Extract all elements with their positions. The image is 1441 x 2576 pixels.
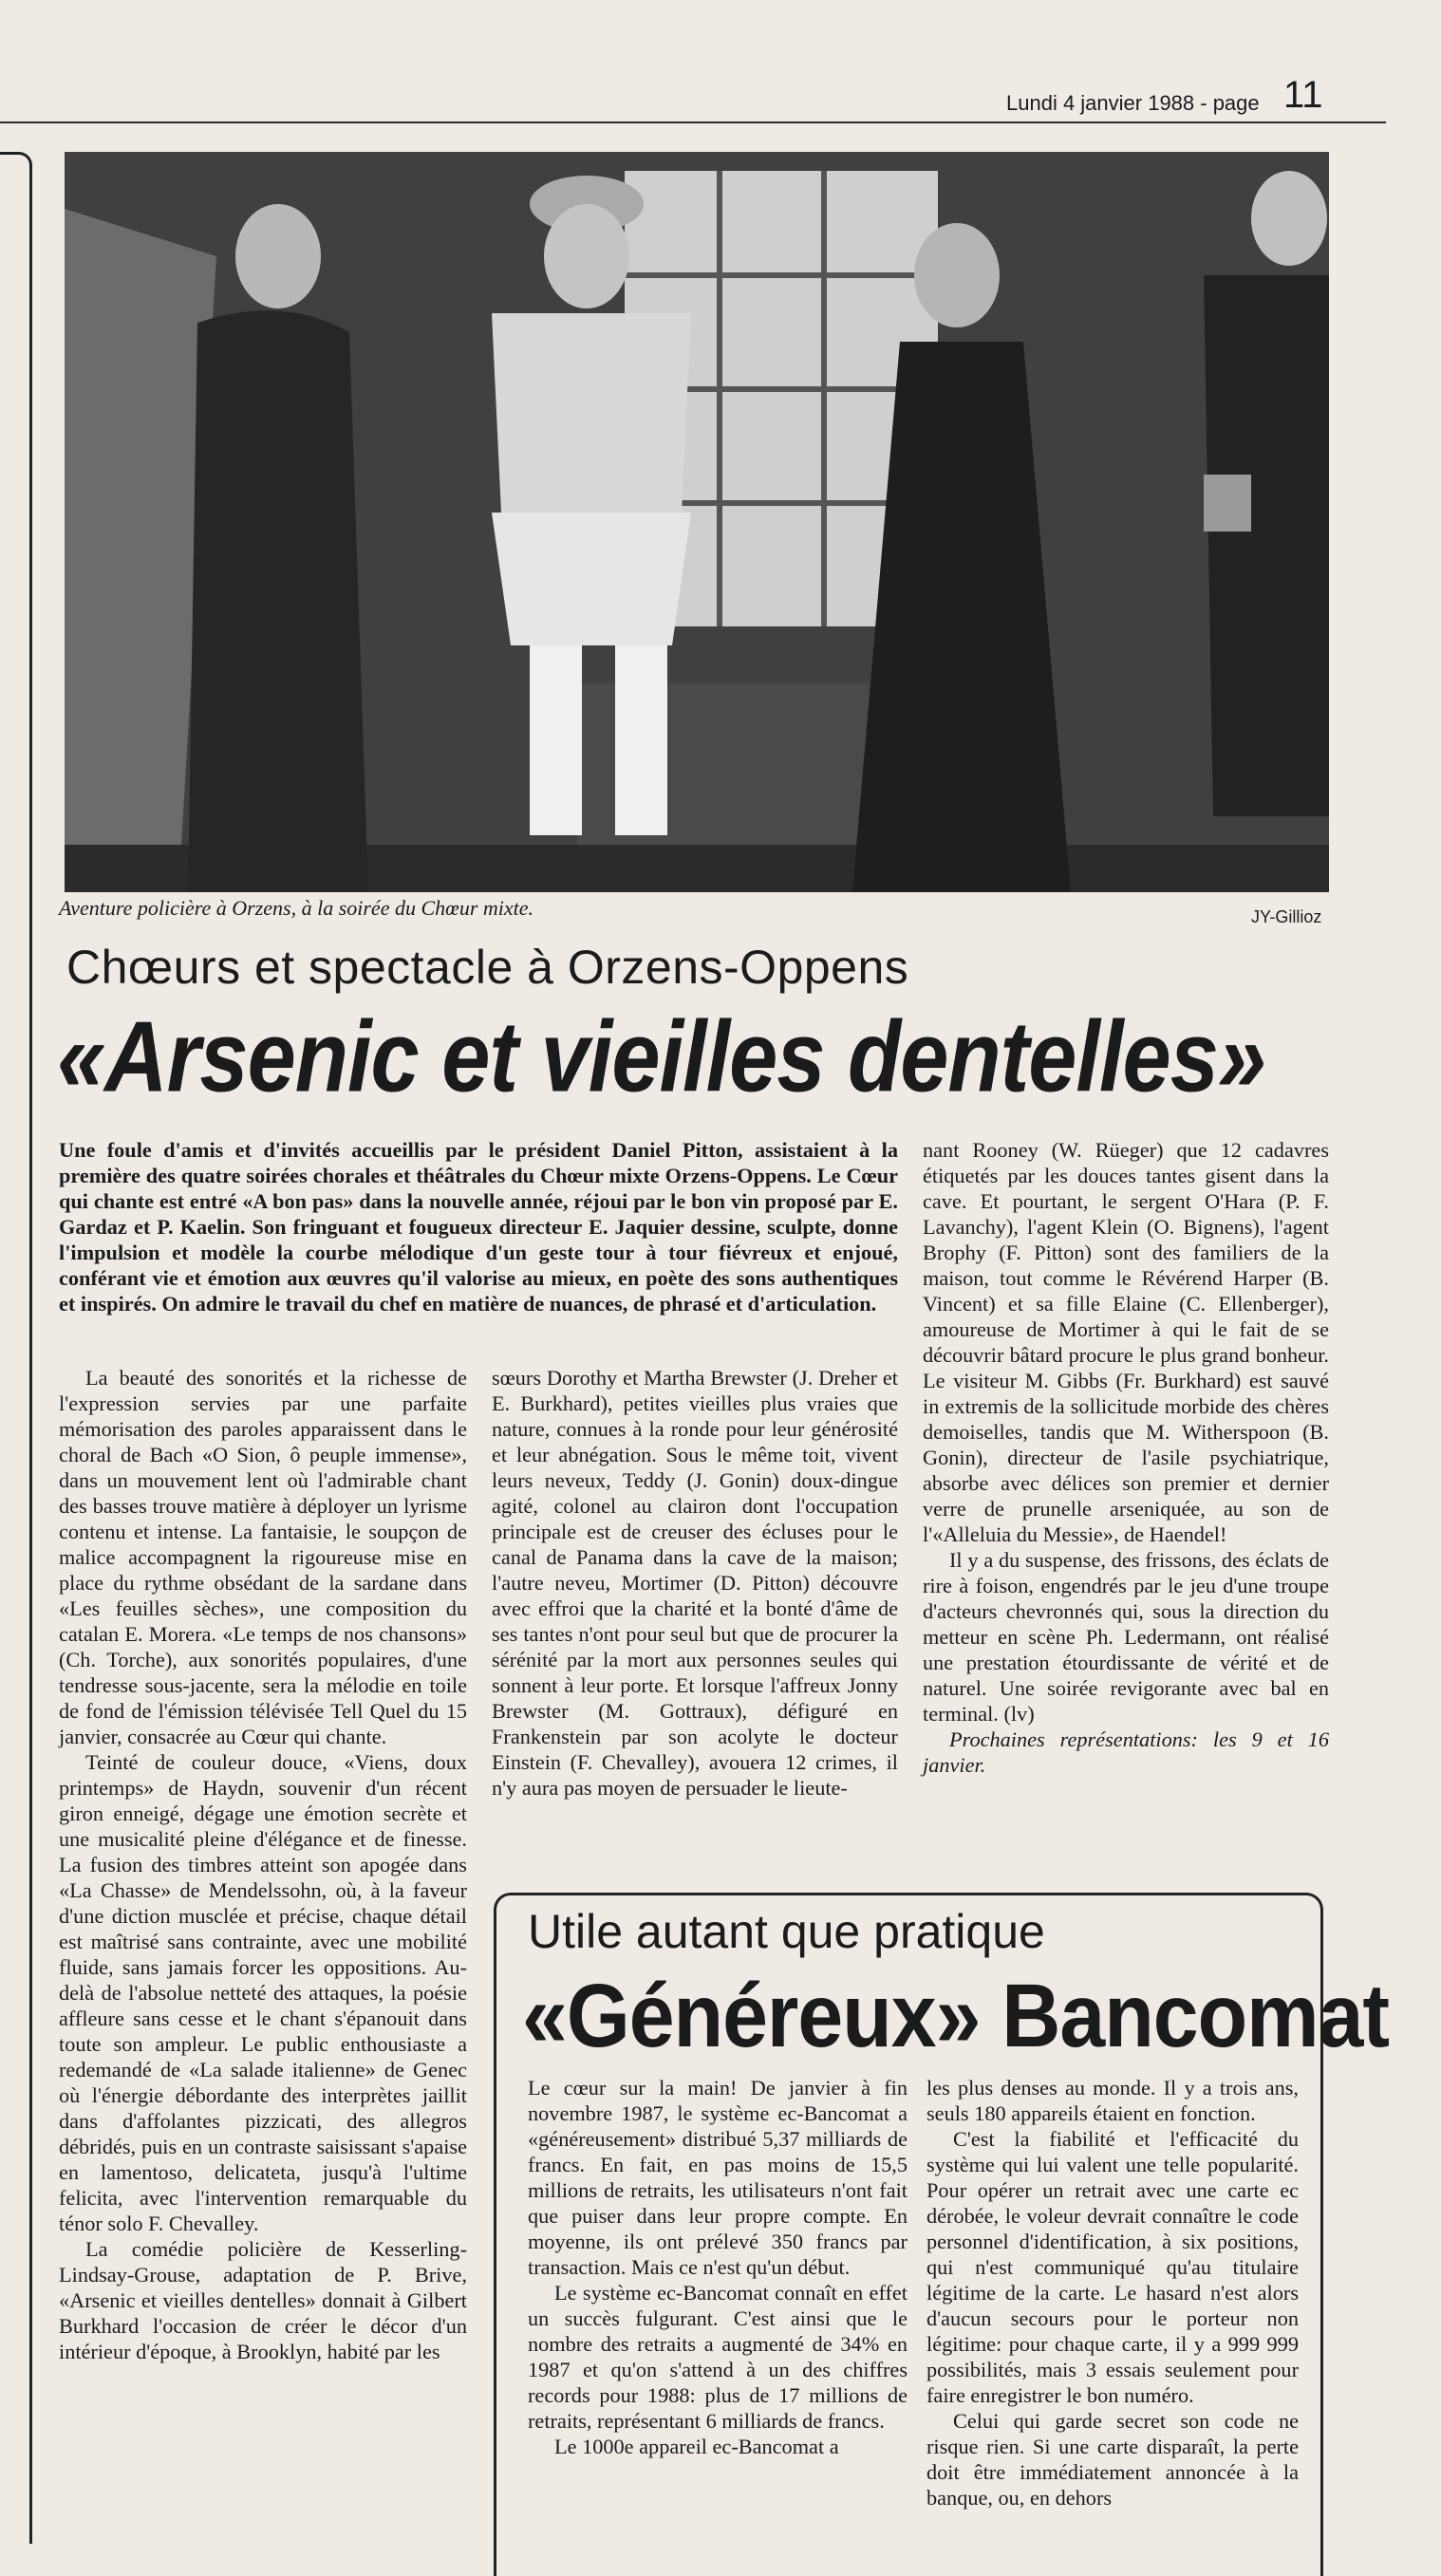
article-column-1	[59, 1365, 467, 2364]
box-headline: «Généreux» Bancomat	[522, 1966, 1390, 2066]
page-number: 11	[1283, 74, 1323, 116]
box-kicker: Utile autant que pratique	[528, 1905, 1045, 1958]
photo-caption: Aventure policière à Orzens, à la soirée du Chœur mixte.	[59, 896, 534, 920]
paragraph: nant Rooney (W. Rüeger) que 12 cadavres étiquetés par les douces tantes gisent dans la cave. Et pourtant, le sergent O'Hara (P. F. Lavanchy), l'agent Klein (O. Bignens), l'agent Brophy (F. Pitton) sont des familiers de la maison, tout comme le Révérend Harper (B. Vincent) et sa fille Elaine (C. Ellenberger), amoureuse de Mortimer à qui le fait de se découvrir bâtard procure le plus grand bonheur. Le visiteur M. Gibbs (Fr. Burkhard) est sauvé in extremis de la sollicitude morbide des chères demoiselles, tandis que M. Witherspoon (B. Gonin), directeur de l'asile psychiatrique, absorbe avec délices son premier et dernier verre de prunelle arseniquée, au son de l'«Alleluia du Messie», de Haendel!	[923, 1138, 1329, 1546]
paragraph: Le système ec-Bancomat connaît en effet un succès fulgurant. C'est ainsi que le nombre des retraits a augmenté de 34% en 1987 et qu'on s'attend à un des chiffres records pour 1988: plus de 17 millions de retraits, représentant 6 milliards de francs.	[528, 2281, 908, 2433]
article-lead: Une foule d'amis et d'invités accueillis par le président Daniel Pitton, assistaient à la première des quatre soirées chorales et théâtrales du Chœur mixte Orzens-Oppens. Le Cœur qui chante est entré «A bon pas» dans la nouvelle année, réjoui par le bon vin proposé par E. Gardaz et P. Kaelin. Son fringuant et fougueux directeur E. Jaquier dessine, sculpte, donne l'impulsion et modèle la courbe mélodique d'un geste tour à tour fiévreux et enjoué, conférant vie et émotion aux œuvres qu'il valorise au mieux, en poète des sons authentiques et inspirés. On admire le travail du chef en matière de nuances, de phrasé et d'articulation.	[59, 1138, 898, 1316]
header-rule	[0, 121, 1386, 123]
article-headline: «Arsenic et vieilles dentelles»	[57, 1001, 1266, 1113]
article-column-2	[492, 1365, 898, 1801]
paragraph: Celui qui garde secret son code ne risque rien. Si une carte disparaît, la perte doit être immédiatement annoncée à la banque, ou, en dehors	[926, 2409, 1299, 2510]
stage-scene-illustration	[65, 152, 1329, 892]
header-date: Lundi 4 janvier 1988 - page	[1006, 91, 1260, 115]
box-column-2	[926, 2075, 1299, 2511]
paragraph: La comédie policière de Kesserling-Lindsay-Grouse, adaptation de P. Brive, «Arsenic et vieilles dentelles» donnait à Gilbert Burkhard l'occasion de créer le décor d'un intérieur d'époque, à Brooklyn, habité par les	[59, 2237, 467, 2363]
article-column-3	[923, 1137, 1329, 1778]
next-performances: Prochaines représentations: les 9 et 16 janvier.	[923, 1727, 1329, 1777]
box-column-1	[528, 2075, 908, 2459]
paragraph: sœurs Dorothy et Martha Brewster (J. Dreher et E. Burkhard), petites vieilles plus vraies que nature, connues à la ronde pour leur générosité et leur abnégation. Sous le même toit, vivent leurs neveux, Teddy (J. Gonin) doux-dingue agité, colonel au clairon dont l'occupation principale est de creuser des écluses pour le canal de Panama dans la cave de la maison; l'autre neveu, Mortimer (D. Pitton) découvre avec effroi que la charité et la bonté d'âme de ses tantes n'ont pour seul but que de procurer la sérénité par la mort aux personnes seules qui sonnent à leur porte. Et lorsque l'affreux Jonny Brewster (M. Gottraux), défiguré en Frankenstein par son acolyte le docteur Einstein (F. Chevalley), avouera 12 crimes, il n'y aura pas moyen de persuader le lieute-	[492, 1366, 898, 1800]
stage-photo	[65, 152, 1329, 892]
paragraph: les plus denses au monde. Il y a trois ans, seuls 180 appareils étaient en fonction.	[926, 2076, 1299, 2125]
paragraph: Teinté de couleur douce, «Viens, doux printemps» de Haydn, souvenir d'un récent giron enneigé, dégage une émotion secrète et une musicalité pleine d'élégance et de finesse. La fusion des timbres atteint son apogée dans «La Chasse» de Mendelssohn, où, à la faveur d'une diction musclée et précise, chaque détail est maîtrisé sans contrainte, avec une mobilité fluide, sans jamais forcer les oppositions. Au-delà de l'absolue netteté des attaques, la poésie affleure sans cesse et le chant s'épanouit dans toute son ampleur. Le public enthousiaste a redemandé de «La salade italienne» de Genec où l'énergie débordante des interprètes jaillit dans d'affolantes pizzicati, des allegros débridés, puis en un contraste saisissant s'apaise en lamentoso, delicateta, jusqu'à l'ultime felicita, avec l'intervention remarquable du ténor solo F. Chevalley.	[59, 1750, 467, 2235]
article-kicker: Chœurs et spectacle à Orzens-Oppens	[66, 941, 909, 994]
paragraph: Le cœur sur la main! De janvier à fin novembre 1987, le système ec-Bancomat a «généreusement» distribué 5,37 milliards de francs. En fait, en pas moins de 15,5 millions de retraits, les utilisateurs n'ont fait que puiser dans leur propre compte. En moyenne, ils ont prélevé 350 francs par transaction. Mais ce n'est qu'un début.	[528, 2076, 908, 2279]
photo-credit: JY-Gillioz	[1251, 907, 1322, 926]
paragraph: Il y a du suspense, des frissons, des éclats de rire à foison, engendrés par le jeu d'une troupe d'acteurs chevronnés qui, sous la direction du metteur en scène Ph. Ledermann, ont réalisé une prestation étourdissante de vérité et de naturel. Une soirée revigorante avec bal en terminal. (lv)	[923, 1548, 1329, 1726]
column-border	[0, 152, 32, 2544]
paragraph: Le 1000e appareil ec-Bancomat a	[554, 2435, 839, 2458]
paragraph: C'est la fiabilité et l'efficacité du système qui lui valent une telle popularité. Pour opérer un retrait avec une carte ec dérobée, le voleur devrait connaître le code personnel d'identification, à six positions, qui n'est communiqué qu'au titulaire légitime de la carte. Le hasard n'est alors d'aucun secours pour le porteur non légitime: pour chaque carte, il y a 999 999 possibilités, mais 3 essais seulement pour faire enregistrer le bon numéro.	[926, 2127, 1299, 2407]
paragraph: La beauté des sonorités et la richesse de l'expression servies par une parfaite mémorisation des paroles apparaissent dans le choral de Bach «O Sion, ô peuple immense», dans un mouvement lent où l'admirable chant des basses trouve matière à déployer un lyrisme contenu et intense. La fantaisie, le soupçon de malice accompagnent la rigoureuse mise en place du rythme obsédant de la sardane dans «Les feuilles sèches», une composition du catalan E. Morera. «Le temps de nos chansons» (Ch. Torche), aux sonorités populaires, d'une tendresse sous-jacente, sera la mélodie en toile de fond de l'émission télévisée Tell Quel du 15 janvier, consacrée au Cœur qui chante.	[59, 1366, 467, 1748]
